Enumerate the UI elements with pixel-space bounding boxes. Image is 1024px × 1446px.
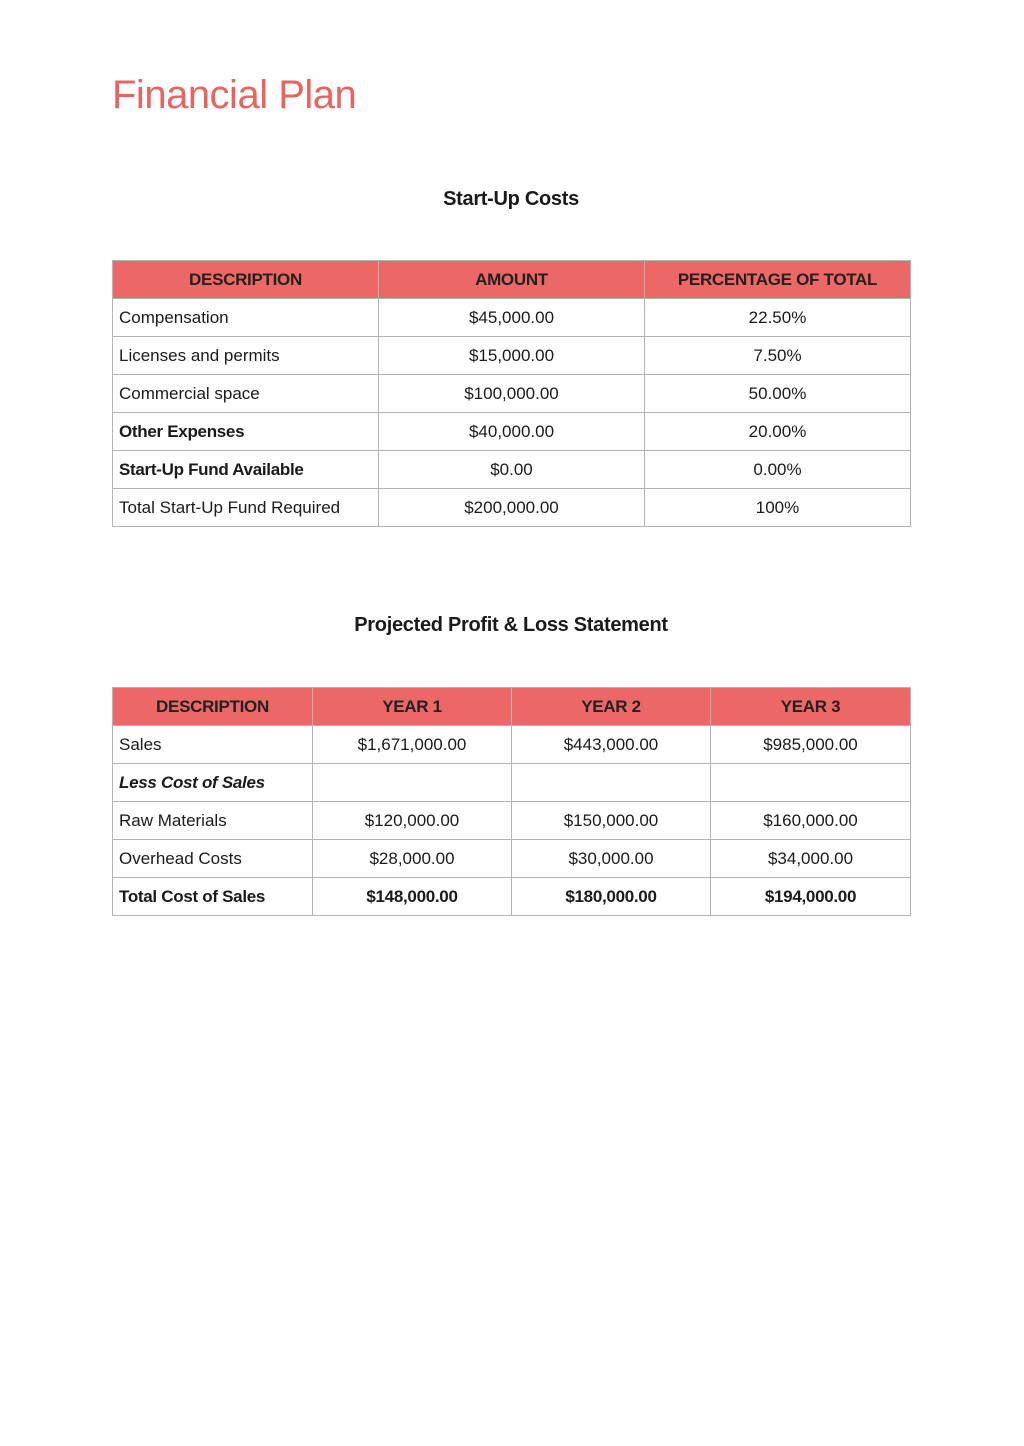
table-header-row bbox=[113, 261, 911, 299]
table-row bbox=[113, 375, 911, 413]
row-year1: $28,000.00 bbox=[313, 840, 512, 878]
row-year3: $34,000.00 bbox=[711, 840, 911, 878]
table-header-row bbox=[113, 688, 911, 726]
row-description: Raw Materials bbox=[113, 802, 313, 840]
profit-loss-heading: Projected Profit & Loss Statement bbox=[354, 614, 668, 636]
table-row bbox=[113, 802, 911, 840]
row-description: Other Expenses bbox=[113, 413, 379, 451]
row-description: Less Cost of Sales bbox=[113, 764, 313, 802]
row-amount: $40,000.00 bbox=[379, 413, 645, 451]
table-row bbox=[113, 840, 911, 878]
row-year3: $194,000.00 bbox=[711, 878, 911, 916]
table-row bbox=[113, 299, 911, 337]
row-description: Overhead Costs bbox=[113, 840, 313, 878]
table-row bbox=[113, 878, 911, 916]
column-header: YEAR 3 bbox=[711, 688, 911, 726]
column-header: PERCENTAGE OF TOTAL bbox=[645, 261, 911, 299]
table-row bbox=[113, 451, 911, 489]
page-title: Financial Plan bbox=[112, 73, 357, 117]
row-description: Sales bbox=[113, 726, 313, 764]
row-amount: $45,000.00 bbox=[379, 299, 645, 337]
startup-costs-table bbox=[112, 260, 911, 527]
row-year3: $160,000.00 bbox=[711, 802, 911, 840]
table-row bbox=[113, 337, 911, 375]
row-amount: $200,000.00 bbox=[379, 489, 645, 527]
row-percentage: 22.50% bbox=[645, 299, 911, 337]
profit-loss-table bbox=[112, 687, 911, 916]
row-description: Start-Up Fund Available bbox=[113, 451, 379, 489]
row-year3 bbox=[711, 764, 911, 802]
column-header: DESCRIPTION bbox=[113, 261, 379, 299]
row-year1 bbox=[313, 764, 512, 802]
row-percentage: 20.00% bbox=[645, 413, 911, 451]
column-header: YEAR 1 bbox=[313, 688, 512, 726]
table-row bbox=[113, 489, 911, 527]
row-year2: $150,000.00 bbox=[512, 802, 711, 840]
row-amount: $0.00 bbox=[379, 451, 645, 489]
row-description: Compensation bbox=[113, 299, 379, 337]
row-year2: $30,000.00 bbox=[512, 840, 711, 878]
row-percentage: 7.50% bbox=[645, 337, 911, 375]
row-year1: $1,671,000.00 bbox=[313, 726, 512, 764]
row-year2: $443,000.00 bbox=[512, 726, 711, 764]
table-row bbox=[113, 764, 911, 802]
table-row bbox=[113, 413, 911, 451]
row-amount: $15,000.00 bbox=[379, 337, 645, 375]
column-header: AMOUNT bbox=[379, 261, 645, 299]
row-percentage: 50.00% bbox=[645, 375, 911, 413]
row-year2: $180,000.00 bbox=[512, 878, 711, 916]
row-description: Total Start-Up Fund Required bbox=[113, 489, 379, 527]
row-description: Total Cost of Sales bbox=[113, 878, 313, 916]
startup-costs-heading: Start-Up Costs bbox=[443, 188, 579, 210]
row-percentage: 100% bbox=[645, 489, 911, 527]
row-year1: $148,000.00 bbox=[313, 878, 512, 916]
table-row bbox=[113, 726, 911, 764]
column-header: YEAR 2 bbox=[512, 688, 711, 726]
row-description: Licenses and permits bbox=[113, 337, 379, 375]
column-header: DESCRIPTION bbox=[113, 688, 313, 726]
row-description: Commercial space bbox=[113, 375, 379, 413]
row-year1: $120,000.00 bbox=[313, 802, 512, 840]
row-year2 bbox=[512, 764, 711, 802]
row-percentage: 0.00% bbox=[645, 451, 911, 489]
row-year3: $985,000.00 bbox=[711, 726, 911, 764]
row-amount: $100,000.00 bbox=[379, 375, 645, 413]
